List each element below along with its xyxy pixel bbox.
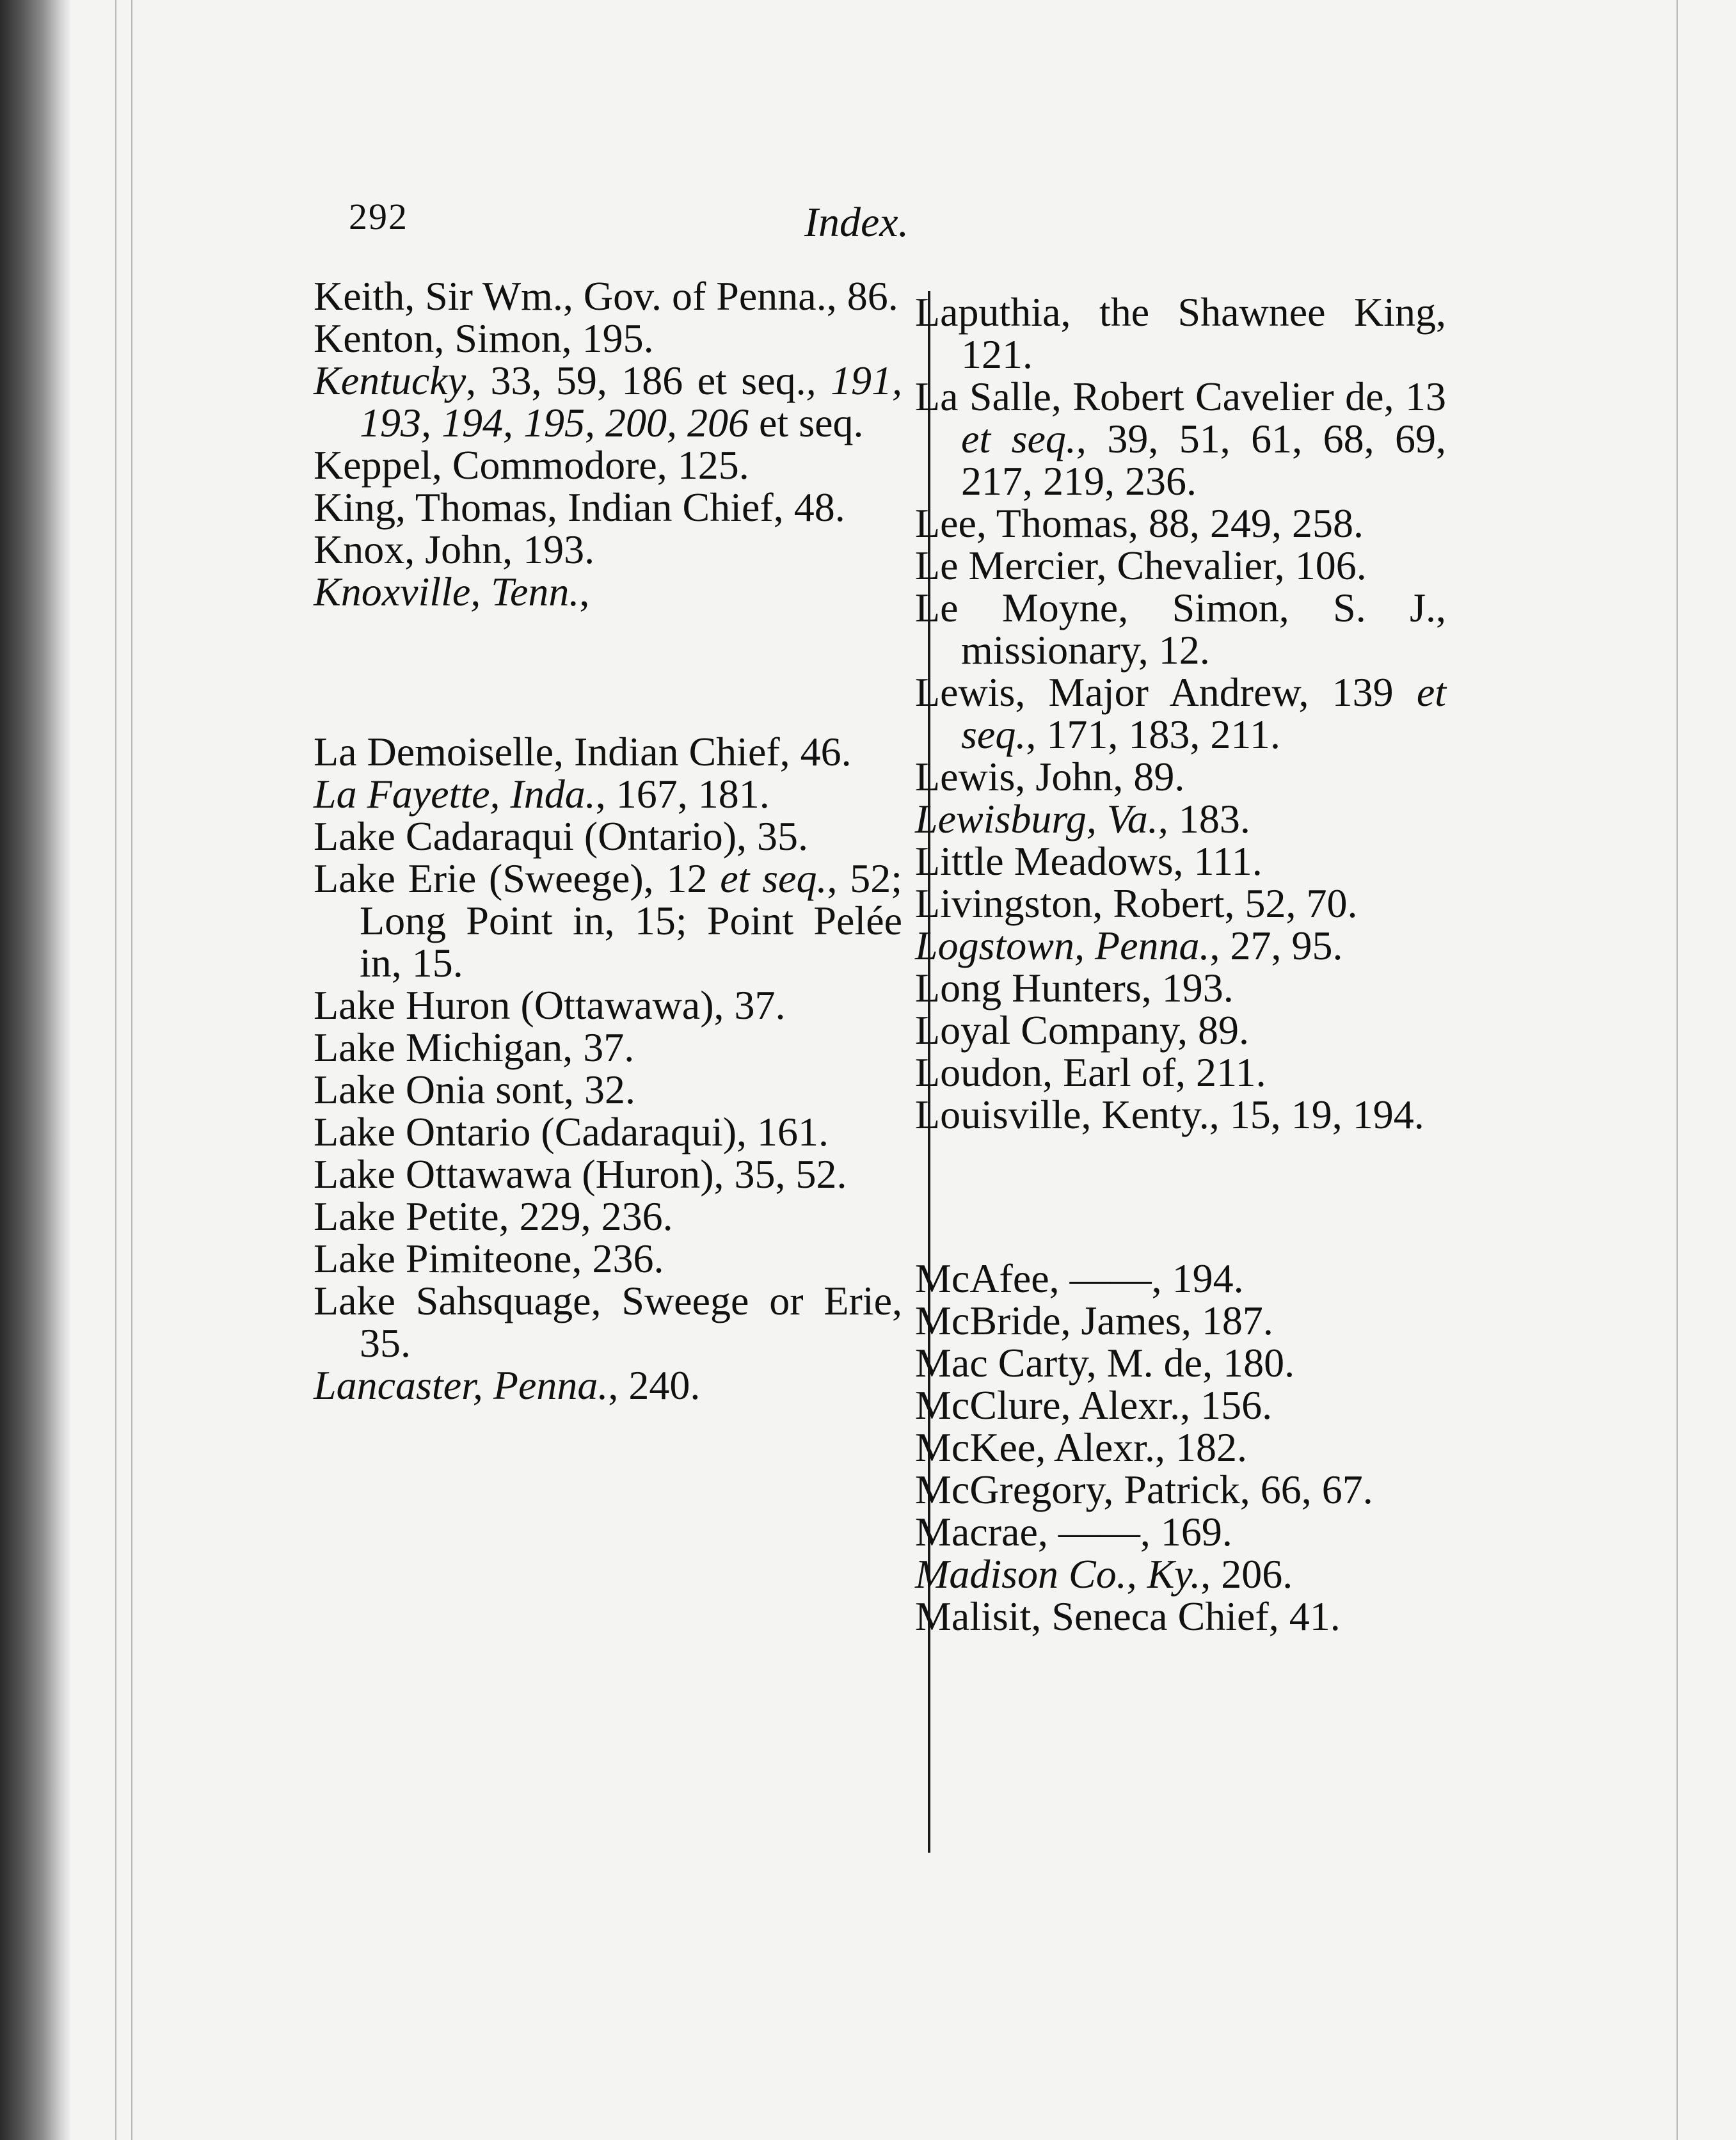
index-entry-text: Madison Co., Ky.	[915, 1551, 1201, 1597]
index-entry	[314, 571, 902, 613]
index-entry-text: Lake Ottawawa (Huron), 35, 52.	[314, 1151, 847, 1197]
index-entry-text: Macrae, ——, 169.	[915, 1509, 1232, 1554]
index-entry-text: et seq.	[697, 358, 806, 403]
index-entry-text: Logstown, Penna.	[915, 923, 1210, 968]
index-entry-text: Lewis, Major Andrew, 139	[915, 669, 1417, 715]
index-entry-text: , 191, 193, 194, 195, 200, 206	[360, 358, 903, 445]
index-entry-text: Livingston, Robert, 52, 70.	[915, 881, 1358, 926]
index-entry	[314, 1238, 902, 1280]
index-entry	[915, 1300, 1446, 1342]
index-entry-text: Lewis, John, 89.	[915, 754, 1185, 799]
index-entry-text: Knox, John, 193.	[314, 527, 595, 572]
index-entry-text: , 39, 51, 61, 68, 69, 217, 219, 236.	[961, 416, 1447, 504]
index-entry-text: Malisit, Seneca Chief, 41.	[915, 1593, 1341, 1639]
index-entry-text: Laputhia, the Shawnee King, 121.	[915, 289, 1446, 377]
index-entry	[915, 840, 1446, 882]
index-entry-text: Lake Cadaraqui (Ontario), 35.	[314, 813, 809, 859]
index-entry	[314, 486, 902, 529]
index-entry-text: , 183.	[1158, 796, 1250, 842]
index-entry-text: Lake Huron (Ottawawa), 37.	[314, 982, 786, 1028]
index-entry-text: , 27, 95.	[1209, 923, 1343, 968]
index-entry-text: Keith, Sir Wm., Gov. of Penna., 86.	[314, 273, 898, 319]
book-binding-edge	[0, 0, 70, 2140]
index-entry	[915, 376, 1446, 502]
index-entry	[314, 1069, 902, 1111]
index-entry	[314, 731, 902, 773]
index-entry-text: La Fayette, Inda.	[314, 771, 596, 817]
index-entry	[915, 1384, 1446, 1426]
index-entry-text: Le Moyne, Simon, S. J., missionary, 12.	[915, 585, 1446, 673]
index-entry-text: et seq.	[759, 400, 864, 445]
index-entry-text: McKee, Alexr., 182.	[915, 1425, 1247, 1470]
index-entry-text: Little Meadows, 111.	[915, 838, 1262, 884]
index-entry-text: Mac Carty, M. de, 180.	[915, 1340, 1295, 1385]
index-group-m	[915, 1258, 1446, 1638]
index-entry-text: , 52; Long Point in, 15; Point Pelée in, 15.	[360, 856, 903, 986]
index-entry-text: Long Hunters, 193.	[915, 965, 1234, 1010]
index-entry-text: King, Thomas, Indian Chief, 48.	[314, 484, 845, 530]
index-entry-text: , 240.	[608, 1362, 701, 1408]
index-entry	[915, 756, 1446, 798]
index-entry	[314, 1280, 902, 1364]
index-entry-text: Lancaster, Penna.	[314, 1362, 609, 1408]
index-entry-text: McBride, James, 187.	[915, 1298, 1273, 1343]
index-entry	[915, 1258, 1446, 1300]
page-edge-line	[131, 0, 132, 2140]
index-entry	[915, 1094, 1446, 1136]
index-entry	[314, 1153, 902, 1195]
index-entry-text: La Salle, Robert Cavelier de, 13	[915, 374, 1446, 419]
index-entry	[915, 1553, 1446, 1595]
index-entry	[915, 1511, 1446, 1553]
index-entry-text: , 171, 183, 211.	[1026, 712, 1280, 757]
index-entry	[915, 1009, 1446, 1051]
index-entry	[314, 1026, 902, 1069]
index-entry-text: Loudon, Earl of, 211.	[915, 1050, 1266, 1095]
index-entry	[915, 925, 1446, 967]
index-entry	[915, 671, 1446, 756]
page-header	[349, 186, 1033, 256]
group-spacer	[915, 1136, 1446, 1258]
index-entry	[915, 967, 1446, 1009]
index-entry	[314, 858, 902, 984]
index-entry	[314, 1364, 902, 1407]
index-entry-text: Lake Petite, 229, 236.	[314, 1194, 673, 1239]
index-entry	[314, 984, 902, 1026]
index-entry	[314, 1111, 902, 1153]
index-entry-text: Knoxville, Tenn.	[314, 569, 580, 614]
page-number: 292	[349, 196, 408, 237]
index-entry-text: Lake Pimiteone, 236.	[314, 1236, 664, 1281]
index-entry	[915, 1342, 1446, 1384]
index-entry-text: , 33, 59, 186	[466, 358, 697, 403]
index-entry-text: , 206.	[1200, 1551, 1293, 1597]
index-entry	[915, 882, 1446, 925]
index-entry-text: McGregory, Patrick, 66, 67.	[915, 1467, 1373, 1512]
index-entry	[915, 798, 1446, 840]
page-edge-line	[115, 0, 116, 2140]
index-entry-text: Lake Erie (Sweege), 12	[314, 856, 721, 901]
index-entry-text: Lake Michigan, 37.	[314, 1025, 635, 1070]
group-spacer	[314, 613, 902, 731]
index-entry	[314, 1195, 902, 1238]
index-entry-text: Le Mercier, Chevalier, 106.	[915, 543, 1367, 588]
index-entry-text: Kentucky	[314, 358, 466, 403]
index-entry	[915, 502, 1446, 545]
index-group-l	[915, 291, 1446, 1136]
index-entry	[314, 317, 902, 360]
index-entry	[915, 1595, 1446, 1638]
index-entry	[915, 291, 1446, 376]
page-edge-line	[1676, 0, 1678, 2140]
index-entry-text: ,	[579, 569, 590, 614]
index-entry-text: McAfee, ——, 194.	[915, 1256, 1244, 1301]
index-entry-text: Lake Ontario (Cadaraqui), 161.	[314, 1109, 829, 1154]
index-entry	[915, 545, 1446, 587]
index-entry	[915, 587, 1446, 671]
index-entry	[314, 360, 902, 444]
index-entry-text: , 167, 181.	[595, 771, 770, 817]
index-entry-text: Keppel, Commodore, 125.	[314, 442, 749, 488]
index-entry-text: Loyal Company, 89.	[915, 1007, 1249, 1053]
index-entry	[915, 1051, 1446, 1094]
index-entry	[915, 1469, 1446, 1511]
index-entry-text: Kenton, Simon, 195.	[314, 315, 654, 361]
index-entry-text: Lake Sahsquage, Sweege or Erie, 35.	[314, 1278, 902, 1366]
page-title: Index.	[804, 199, 909, 246]
index-entry-text: Louisville, Kenty., 15, 19, 194.	[915, 1092, 1424, 1137]
index-entry	[314, 275, 902, 317]
index-entry-text: Lewisburg, Va.	[915, 796, 1158, 842]
index-entry-text: Lee, Thomas, 88, 249, 258.	[915, 500, 1364, 546]
index-entry-text: et seq.	[961, 669, 1446, 757]
index-group-l	[314, 731, 902, 1407]
index-column-right	[915, 291, 1446, 1638]
index-entry-text: et seq.	[961, 416, 1076, 461]
index-entry	[915, 1426, 1446, 1469]
index-entry	[314, 444, 902, 486]
index-entry	[314, 529, 902, 571]
index-entry-text: La Demoiselle, Indian Chief, 46.	[314, 729, 852, 774]
index-entry-text: Lake Onia sont, 32.	[314, 1067, 635, 1112]
index-column-left	[314, 275, 902, 1407]
index-entry-text: et seq.	[720, 856, 827, 901]
index-entry	[314, 815, 902, 858]
index-entry-text: McClure, Alexr., 156.	[915, 1382, 1273, 1428]
index-entry	[314, 773, 902, 815]
index-group-k	[314, 275, 902, 613]
